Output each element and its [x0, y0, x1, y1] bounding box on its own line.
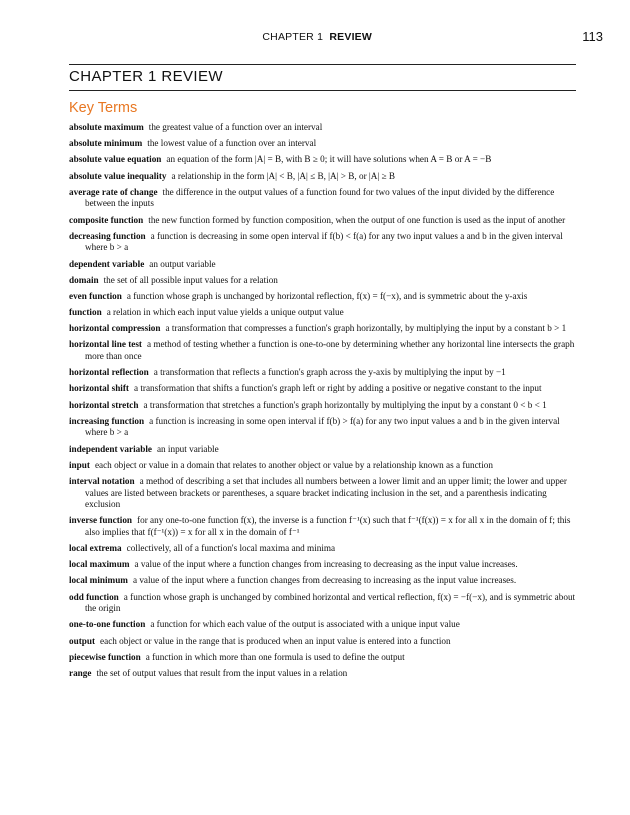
glossary-term: horizontal line test	[69, 339, 142, 350]
glossary-entry	[69, 416, 581, 439]
glossary-term: output	[69, 635, 96, 646]
glossary-definition: a relation in which each input value yields a unique output value	[106, 307, 344, 318]
glossary-term: local extrema	[69, 543, 122, 554]
glossary-definition: a value of the input where a function changes from increasing to decreasing as the input value increases.	[134, 559, 518, 570]
glossary-term: local minimum	[69, 575, 128, 586]
glossary-term: domain	[69, 274, 99, 285]
glossary-entry	[69, 275, 581, 287]
glossary-term: absolute value inequality	[69, 170, 167, 181]
glossary-definition: an output variable	[149, 258, 216, 269]
running-head-chapter-prefix: CHAPTER 1	[262, 31, 324, 43]
glossary-entry	[69, 339, 581, 362]
running-head	[0, 31, 630, 45]
glossary-entry	[69, 559, 581, 571]
glossary-entry	[69, 575, 581, 587]
glossary-definition: a function whose graph is unchanged by horizontal reflection, f(x) = f(−x), and is symmetric about the y-axis	[126, 290, 528, 301]
glossary-definition: an equation of the form |A| = B, with B ≥ 0; it will have solutions when A = B or A = −B	[166, 154, 492, 165]
glossary-term: composite function	[69, 214, 144, 225]
glossary-entry	[69, 400, 581, 412]
glossary-entry	[69, 460, 581, 472]
glossary-definition: the greatest value of a function over an interval	[148, 122, 323, 132]
glossary-term: independent variable	[69, 443, 152, 454]
glossary-definition: the new function formed by function composition, when the output of one function is used as the input of another	[148, 214, 566, 225]
glossary-term: range	[69, 668, 92, 678]
key-terms-list	[69, 122, 581, 684]
glossary-entry	[69, 187, 581, 210]
glossary-term: horizontal reflection	[69, 367, 149, 378]
glossary-definition: a function is increasing in some open interval if f(b) > f(a) for any two input values a and b in the given interval where b > a	[85, 415, 560, 438]
glossary-definition: each object or value in a domain that relates to another object or value by a relationship known as a function	[94, 459, 493, 470]
glossary-definition: collectively, all of a function's local maxima and minima	[126, 543, 336, 554]
glossary-definition: a transformation that reflects a function's graph across the y-axis by multiplying the input by −1	[153, 367, 506, 378]
glossary-term: absolute minimum	[69, 138, 143, 149]
glossary-definition: for any one-to-one function f(x), the inverse is a function f⁻¹(x) such that f⁻¹(f(x)) = x for all x in the domain of f; this also implies that f(f⁻¹(x)) = x for all x in the domain of f⁻¹	[85, 515, 571, 537]
glossary-definition: a method of testing whether a function is one-to-one by determining whether any horizontal line intersects the graph more than once	[85, 339, 575, 362]
glossary-definition: a function is decreasing in some open interval if f(b) < f(a) for any two input values a and b in the given interval where b > a	[85, 230, 563, 253]
glossary-term: horizontal stretch	[69, 399, 139, 410]
glossary-entry	[69, 171, 581, 183]
glossary-term: local maximum	[69, 559, 130, 570]
glossary-entry	[69, 307, 581, 319]
glossary-term: piecewise function	[69, 651, 141, 662]
glossary-entry	[69, 154, 581, 166]
glossary-entry	[69, 652, 581, 664]
glossary-term: interval notation	[69, 475, 135, 486]
glossary-definition: each object or value in the range that is produced when an input value is entered into a function	[100, 635, 451, 646]
glossary-term: horizontal compression	[69, 323, 161, 334]
glossary-term: increasing function	[69, 415, 145, 426]
glossary-entry	[69, 592, 581, 615]
glossary-entry	[69, 122, 581, 134]
glossary-definition: a function whose graph is unchanged by combined horizontal and vertical reflection, f(x) = −f(−x), and is symmetric about the origin	[85, 591, 576, 614]
section-title: CHAPTER 1 REVIEW	[69, 64, 576, 91]
glossary-term: function	[69, 307, 102, 318]
key-terms-heading: Key Terms	[69, 100, 138, 116]
glossary-definition: a transformation that shifts a function's graph left or right by adding a positive or negative constant to the input	[133, 383, 542, 394]
glossary-entry	[69, 476, 581, 511]
glossary-term: one-to-one function	[69, 619, 146, 630]
glossary-term: inverse function	[69, 515, 133, 526]
glossary-definition: an input variable	[156, 443, 219, 454]
glossary-term: horizontal shift	[69, 383, 129, 394]
glossary-term: absolute value equation	[69, 154, 162, 165]
glossary-entry	[69, 383, 581, 395]
glossary-definition: a relationship in the form |A| < B, |A| ≤ B, |A| > B, or |A| ≥ B	[171, 170, 396, 181]
glossary-definition: a transformation that stretches a function's graph horizontally by multiplying the input by a constant 0 < b < 1	[143, 399, 547, 410]
running-head-review-label: REVIEW	[329, 31, 372, 43]
glossary-entry	[69, 367, 581, 379]
glossary-term: even function	[69, 290, 122, 301]
glossary-entry	[69, 636, 581, 648]
glossary-definition: the set of all possible input values for a relation	[103, 274, 278, 285]
glossary-entry	[69, 138, 581, 150]
glossary-term: input	[69, 459, 90, 470]
running-head-chapter	[262, 31, 372, 43]
glossary-term: odd function	[69, 591, 119, 602]
glossary-definition: the difference in the output values of a function found for two values of the input divided by the difference between the inputs	[85, 186, 555, 209]
glossary-entry	[69, 619, 581, 631]
glossary-definition: the set of output values that result from the input values in a relation	[96, 668, 348, 678]
glossary-term: dependent variable	[69, 258, 145, 269]
glossary-definition: a value of the input where a function changes from decreasing to increasing as the input value increases.	[132, 575, 517, 586]
glossary-entry	[69, 543, 581, 555]
page-number: 113	[582, 29, 603, 44]
glossary-definition: a function for which each value of the output is associated with a unique input value	[150, 619, 460, 630]
glossary-entry	[69, 215, 581, 227]
glossary-term: absolute maximum	[69, 122, 144, 132]
glossary-term: average rate of change	[69, 186, 158, 197]
glossary-entry	[69, 515, 581, 538]
glossary-entry	[69, 323, 581, 335]
glossary-definition: the lowest value of a function over an interval	[147, 138, 317, 149]
glossary-definition: a function in which more than one formula is used to define the output	[145, 651, 405, 662]
glossary-entry	[69, 259, 581, 271]
glossary-term: decreasing function	[69, 230, 146, 241]
glossary-definition: a method of describing a set that includes all numbers between a lower limit and an upper limit; the lower and upper values are listed between brackets or parentheses, a square bracket indicating inclusion in the set, and a parenthesis indicating exclusion	[85, 475, 567, 510]
glossary-entry	[69, 291, 581, 303]
glossary-entry	[69, 668, 581, 680]
glossary-definition: a transformation that compresses a function's graph horizontally, by multiplying the input by a constant b > 1	[165, 323, 567, 334]
glossary-entry	[69, 231, 581, 254]
glossary-entry	[69, 444, 581, 456]
